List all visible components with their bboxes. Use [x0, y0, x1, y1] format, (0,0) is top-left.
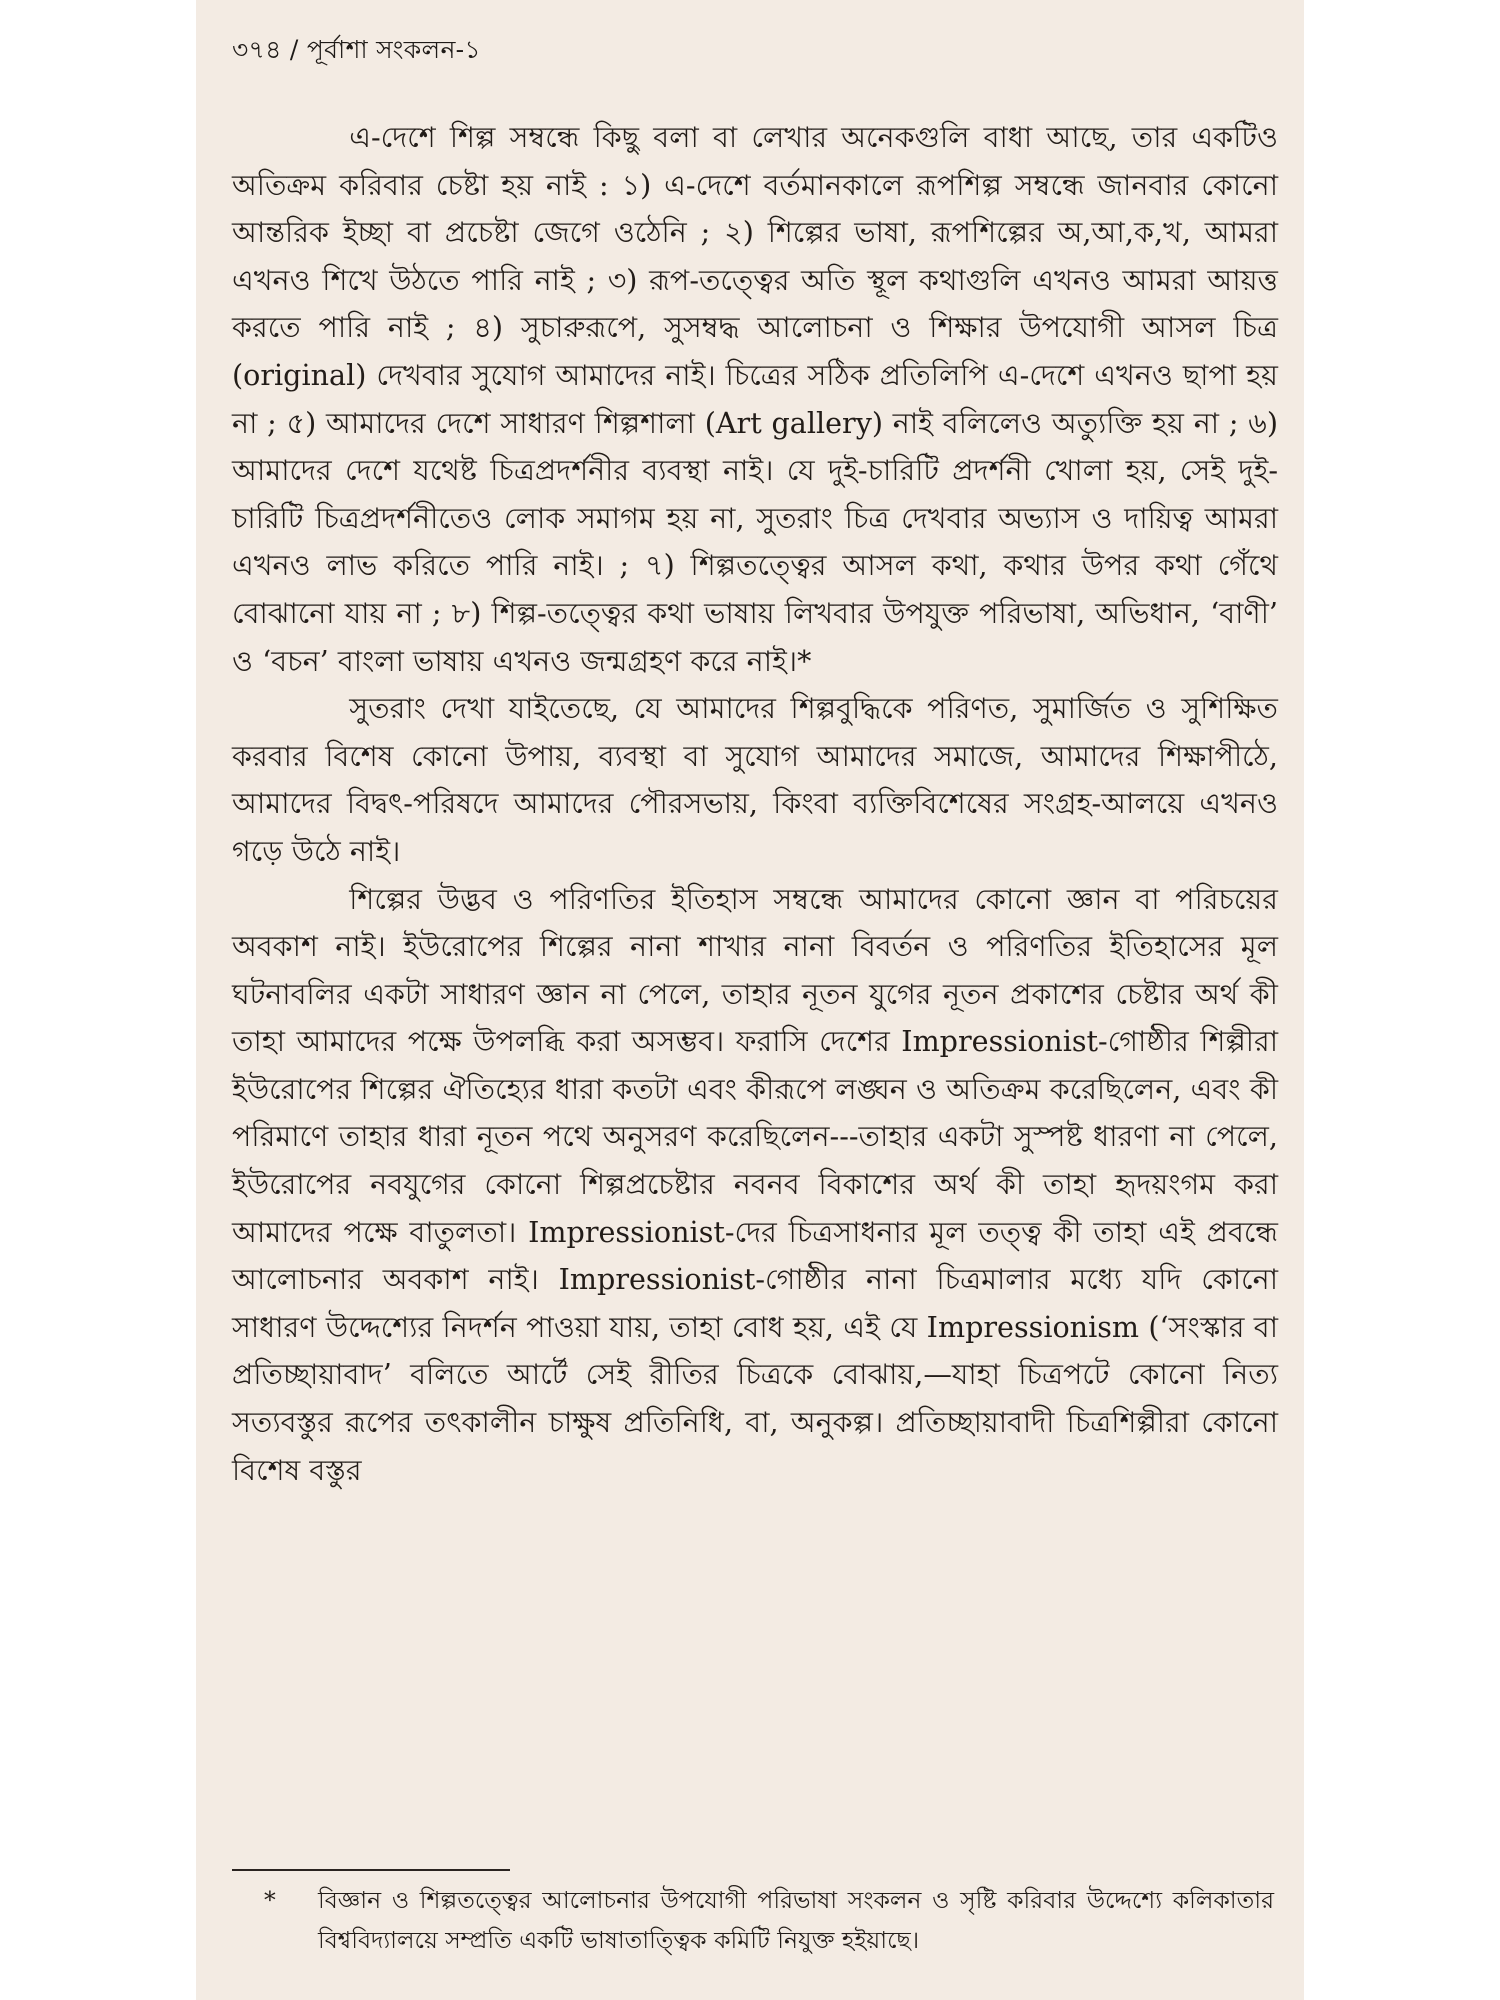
footnote-text: বিজ্ঞান ও শিল্পতত্ত্বের আলোচনার উপযোগী পরিভাষা সংকলন ও সৃষ্টি করিবার উদ্দেশ্যে কলিকাতার বিশ্ববিদ্যালয়ে সম্প্রতি একটি ভাষাতাত্ত্বিক কমিটি নিযুক্ত হইয়াছে।	[318, 1886, 1274, 1954]
footnote	[264, 1880, 1274, 1960]
footnote-mark: *	[264, 1886, 276, 1914]
book-page	[196, 0, 1304, 2000]
paragraph-3: শিল্পের উদ্ভব ও পরিণতির ইতিহাস সম্বন্ধে আমাদের কোনো জ্ঞান বা পরিচয়ের অবকাশ নাই। ইউরোপের শিল্পের নানা শাখার নানা বিবর্তন ও পরিণতির ইতিহাসের মূল ঘটনাবলির একটা সাধারণ জ্ঞান না পেলে, তাহার নূতন যুগের নূতন প্রকাশের চেষ্টার অর্থ কী তাহা আমাদের পক্ষে উপলব্ধি করা অসম্ভব। ফরাসি দেশের Impressionist-গোষ্ঠীর শিল্পীরা ইউরোপের শিল্পের ঐতিহ্যের ধারা কতটা এবং কীরূপে লঙ্ঘন ও অতিক্রম করেছিলেন, এবং কী পরিমাণে তাহার ধারা নূতন পথে অনুসরণ করেছিলেন---তাহার একটা সুস্পষ্ট ধারণা না পেলে, ইউরোপের নবযুগের কোনো শিল্পপ্রচেষ্টার নবনব বিকাশের অর্থ কী তাহা হৃদয়ংগম করা আমাদের পক্ষে বাতুলতা। Impressionist-দের চিত্রসাধনার মূল তত্ত্ব কী তাহা এই প্রবন্ধে আলোচনার অবকাশ নাই। Impressionist-গোষ্ঠীর নানা চিত্রমালার মধ্যে যদি কোনো সাধারণ উদ্দেশ্যের নিদর্শন পাওয়া যায়, তাহা বোধ হয়, এই যে Impressionism (‘সংস্কার বা প্রতিচ্ছায়াবাদ’ বলিতে আর্টে সেই রীতির চিত্রকে বোঝায়,—যাহা চিত্রপটে কোনো নিত্য সত্যবস্তুর রূপের তৎকালীন চাক্ষুষ প্রতিনিধি, বা, অনুকল্প। প্রতিচ্ছায়াবাদী চিত্রশিল্পীরা কোনো বিশেষ বস্তুর	[232, 881, 1278, 1487]
paragraph-2: সুতরাং দেখা যাইতেছে, যে আমাদের শিল্পবুদ্ধিকে পরিণত, সুমার্জিত ও সুশিক্ষিত করবার বিশেষ কোনো উপায়, ব্যবস্থা বা সুযোগ আমাদের সমাজে, আমাদের শিক্ষাপীঠে, আমাদের বিদ্বৎ-পরিষদে আমাদের পৌরসভায়, কিংবা ব্যক্তিবিশেষের সংগ্রহ-আলয়ে এখনও গড়ে উঠে নাই।	[232, 691, 1278, 868]
paragraph-1: এ-দেশে শিল্প সম্বন্ধে কিছু বলা বা লেখার অনেকগুলি বাধা আছে, তার একটিও অতিক্রম করিবার চেষ্টা হয় নাই : ১) এ-দেশে বর্তমানকালে রূপশিল্প সম্বন্ধে জানবার কোনো আন্তরিক ইচ্ছা বা প্রচেষ্টা জেগে ওঠেনি ; ২) শিল্পের ভাষা, রূপশিল্পের অ,আ,ক,খ, আমরা এখনও শিখে উঠতে পারি নাই ; ৩) রূপ-তত্ত্বের অতি স্থূল কথাগুলি এখনও আমরা আয়ত্ত করতে পারি নাই ; ৪) সুচারুরূপে, সুসম্বদ্ধ আলোচনা ও শিক্ষার উপযোগী আসল চিত্র (original) দেখবার সুযোগ আমাদের নাই। চিত্রের সঠিক প্রতিলিপি এ-দেশে এখনও ছাপা হয় না ; ৫) আমাদের দেশে সাধারণ শিল্পশালা (Art gallery) নাই বলিলেও অত্যুক্তি হয় না ; ৬) আমাদের দেশে যথেষ্ট চিত্রপ্রদর্শনীর ব্যবস্থা নাই। যে দুই-চারিটি প্রদর্শনী খোলা হয়, সেই দুই-চারিটি চিত্রপ্রদর্শনীতেও লোক সমাগম হয় না, সুতরাং চিত্র দেখবার অভ্যাস ও দায়িত্ব আমরা এখনও লাভ করিতে পারি নাই। ; ৭) শিল্পতত্ত্বের আসল কথা, কথার উপর কথা গেঁথে বোঝানো যায় না ; ৮) শিল্প-তত্ত্বের কথা ভাষায় লিখবার উপযুক্ত পরিভাষা, অভিধান, ‘বাণী’ ও ‘বচন’ বাংলা ভাষায় এখনও জন্মগ্রহণ করে নাই।*	[232, 120, 1278, 678]
running-head: ৩৭৪ / পূর্বাশা সংকলন-১	[232, 35, 481, 64]
footnote-divider	[232, 1869, 510, 1871]
body-text	[232, 114, 1278, 1494]
